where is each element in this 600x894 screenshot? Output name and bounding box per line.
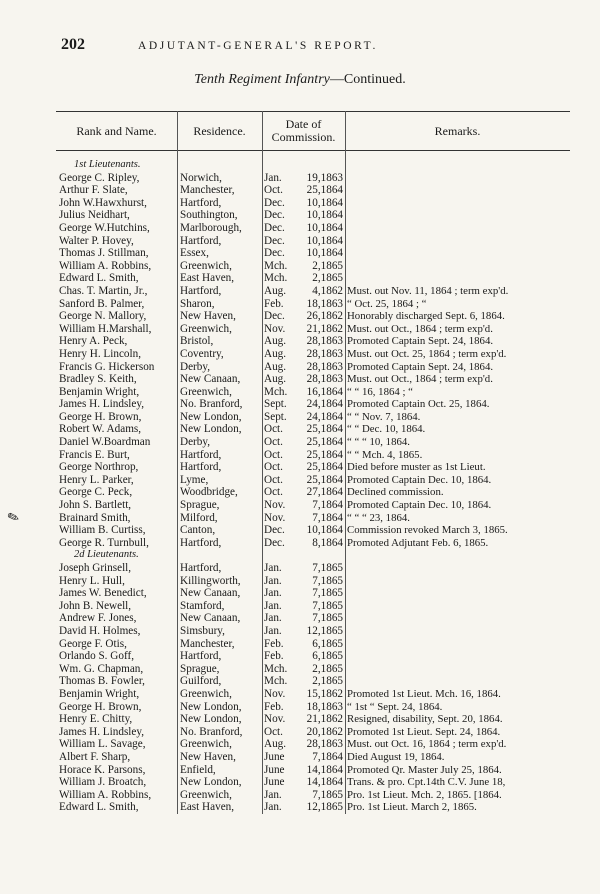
residence-cell: Coventry, [180,347,224,360]
residence-cell: New Haven, [180,310,236,323]
table-row [56,587,570,600]
commission-month: Sept. [264,398,287,411]
table-row [56,751,570,764]
table-row [56,512,570,525]
table-row [56,386,570,399]
table-row [56,726,570,739]
table-row [56,789,570,802]
residence-cell: Simsbury, [180,624,225,637]
commission-month: Mch. [264,675,288,688]
residence-cell: Hartford, [180,536,222,549]
table-row [56,272,570,285]
table-body [56,159,570,814]
commission-date: 18,1863 [306,297,343,310]
commission-date: 14,1864 [306,763,343,776]
remarks-cell: Promoted 1st Lieut. Mch. 16, 1864. [347,687,501,700]
residence-cell: Lyme, [180,473,209,486]
residence-cell: Bristol, [180,335,214,348]
commission-month: Feb. [264,637,284,650]
commission-date: 12,1865 [306,801,343,814]
commission-date: 28,1863 [306,335,343,348]
table-row [56,222,570,235]
officer-name: Thomas J. Stillman, [59,247,149,260]
officer-name: Benjamin Wright, [59,687,140,700]
commission-date: 10,1864 [306,196,343,209]
commission-month: Dec. [264,247,285,260]
table-row [56,247,570,260]
officer-name: Albert F. Sharp, [59,750,131,763]
officer-name: Sanford B. Palmer, [59,297,145,310]
residence-cell: No. Branford, [180,725,243,738]
officer-name: Horace K. Parsons, [59,763,146,776]
commission-month: Aug. [264,284,287,297]
remarks-cell: “ Oct. 25, 1864 ; “ [347,297,427,310]
commission-date: 25,1864 [306,184,343,197]
officer-name: Henry A. Peck, [59,335,128,348]
residence-cell: Derby, [180,436,211,449]
commission-month: Oct. [264,436,283,449]
remarks-cell: Resigned, disability, Sept. 20, 1864. [347,713,503,726]
commission-date: 27,1864 [306,486,343,499]
header-residence: Residence. [193,123,246,138]
officer-name: George C. Peck, [59,486,133,499]
table-row [56,575,570,588]
commission-month: Mch. [264,662,288,675]
table-row [56,801,570,814]
remarks-cell: Pro. 1st Lieut. March 2, 1865. [347,801,477,814]
header-rank-and-name: Rank and Name. [76,123,157,138]
commission-date: 16,1864 [306,385,343,398]
remarks-cell: “ 1st “ Sept. 24, 1864. [347,700,443,713]
table-row [56,625,570,638]
officer-name: William B. Curtiss, [59,524,146,537]
commission-month: Dec. [264,221,285,234]
officer-name: George H. Brown, [59,700,142,713]
commission-month: Nov. [264,713,286,726]
commission-date: 2,1865 [312,675,343,688]
commission-month: Sept. [264,410,287,423]
commission-date: 2,1865 [312,272,343,285]
table-row [56,335,570,348]
officer-name: William L. Savage, [59,738,146,751]
commission-month: Oct. [264,461,283,474]
officer-name: Chas. T. Martin, Jr., [59,284,148,297]
commission-date: 21,1862 [306,322,343,335]
remarks-cell: Pro. 1st Lieut. Mch. 2, 1865. [1864. [347,788,502,801]
officer-name: James H. Lindsley, [59,398,145,411]
commission-month: Dec. [264,524,285,537]
remarks-cell: Promoted Captain Dec. 10, 1864. [347,473,492,486]
commission-date: 7,1864 [312,499,343,512]
officer-name: Henry E. Chitty, [59,713,133,726]
commission-date: 24,1864 [306,398,343,411]
residence-cell: Hartford, [180,562,222,574]
officer-name: Walter P. Hovey, [59,234,134,247]
table-row [56,361,570,374]
residence-cell: New London, [180,776,242,789]
table-row [56,209,570,222]
residence-cell: Guilford, [180,675,222,688]
commission-date: 6,1865 [312,650,343,663]
commission-month: Jan. [264,801,282,814]
residence-cell: Hartford, [180,284,222,297]
residence-cell: Essex, [180,247,209,260]
remarks-cell: Promoted Captain Sept. 24, 1864. [347,360,494,373]
residence-cell: New London, [180,713,242,726]
commission-date: 7,1864 [312,750,343,763]
commission-date: 28,1863 [306,373,343,386]
table-row [56,638,570,651]
commission-date: 6,1865 [312,637,343,650]
residence-cell: East Haven, [180,272,235,285]
commission-month: Aug. [264,335,287,348]
officer-name: George R. Turnbull, [59,536,149,549]
table-row [56,537,570,550]
commission-date: 10,1864 [306,209,343,222]
commission-month: Mch. [264,385,288,398]
table-row [56,524,570,537]
remarks-cell: Must. out Oct. 25, 1864 ; term exp'd. [347,347,507,360]
commission-date: 7,1865 [312,612,343,625]
commission-month: Nov. [264,511,286,524]
officer-name: Bradley S. Keith, [59,373,137,386]
commission-date: 7,1865 [312,562,343,574]
officer-name: Henry L. Hull, [59,574,125,587]
commission-month: Nov. [264,687,286,700]
table-row [56,373,570,386]
commission-month: June [264,763,285,776]
remarks-cell: Promoted 1st Lieut. Sept. 24, 1864. [347,725,501,738]
remarks-cell: Promoted Captain Dec. 10, 1864. [347,499,492,512]
residence-cell: Stamford, [180,599,225,612]
table-row [56,612,570,625]
table-row [56,764,570,777]
commission-month: Jan. [264,562,282,574]
officer-name: David H. Holmes, [59,624,141,637]
officer-name: James H. Lindsley, [59,725,145,738]
table-row [56,701,570,714]
officer-name: William A. Robbins, [59,788,152,801]
commission-month: Oct. [264,486,283,499]
margin-pencil-mark: ✎ [5,509,22,528]
officer-name: Julius Neidhart, [59,209,130,222]
residence-cell: Hartford, [180,448,222,461]
residence-cell: Killingworth, [180,574,241,587]
commission-date: 21,1862 [306,713,343,726]
commission-month: Aug. [264,738,287,751]
officer-name: John B. Newell, [59,599,132,612]
officer-name: Edward L. Smith, [59,272,139,285]
residence-cell: Norwich, [180,171,222,184]
officer-name: Francis E. Burt, [59,448,130,461]
officer-name: James W. Benedict, [59,587,147,600]
remarks-cell: Promoted Captain Sept. 24, 1864. [347,335,494,348]
remarks-cell: “ “ Dec. 10, 1864. [347,423,426,436]
section-heading: 2d Lieutenants. [74,549,139,561]
commission-month: Aug. [264,360,287,373]
officer-name: Thomas B. Fowler, [59,675,145,688]
residence-cell: Hartford, [180,196,222,209]
commission-date: 8,1864 [312,536,343,549]
remarks-cell: Died before muster as 1st Lieut. [347,461,486,474]
officer-name: William A. Robbins, [59,259,152,272]
commission-date: 7,1864 [312,511,343,524]
commission-date: 7,1865 [312,587,343,600]
commission-date: 25,1864 [306,423,343,436]
residence-cell: East Haven, [180,801,235,814]
commission-date: 2,1865 [312,259,343,272]
officer-name: William H.Marshall, [59,322,152,335]
residence-cell: Southington, [180,209,238,222]
table-row [56,398,570,411]
commission-date: 26,1862 [306,310,343,323]
commission-date: 14,1864 [306,776,343,789]
remarks-cell: “ “ “ 10, 1864. [347,436,410,449]
table-row [56,172,570,185]
residence-cell: New London, [180,410,242,423]
officer-name: Edward L. Smith, [59,801,139,814]
officer-name: George F. Otis, [59,637,127,650]
commission-month: Jan. [264,624,282,637]
officer-name: George W.Hutchins, [59,221,150,234]
page-number: 202 [61,36,85,53]
remarks-cell: Must. out Nov. 11, 1864 ; term exp'd. [347,284,509,297]
table-row [56,323,570,336]
officer-name: Henry L. Parker, [59,473,134,486]
commission-date: 25,1864 [306,436,343,449]
remarks-cell: Must. out Oct. 16, 1864 ; term exp'd. [347,738,507,751]
section-heading: 1st Lieutenants. [74,159,141,170]
residence-cell: Enfield, [180,763,216,776]
commission-date: 12,1865 [306,624,343,637]
residence-cell: New Canaan, [180,373,241,386]
officer-name: John S. Bartlett, [59,499,132,512]
table-row [56,713,570,726]
commission-month: Oct. [264,423,283,436]
table-row [56,423,570,436]
officer-name: Henry H. Lincoln, [59,347,142,360]
commission-month: Mch. [264,259,288,272]
officer-name: Orlando S. Goff, [59,650,134,663]
commission-month: Aug. [264,373,287,386]
commission-month: Dec. [264,196,285,209]
residence-cell: Milford, [180,511,218,524]
table-row [56,310,570,323]
officer-name: Andrew F. Jones, [59,612,137,625]
commission-month: Oct. [264,448,283,461]
residence-cell: Woodbridge, [180,486,238,499]
residence-cell: Hartford, [180,461,222,474]
commission-date: 24,1864 [306,410,343,423]
commission-date: 25,1864 [306,473,343,486]
residence-cell: Derby, [180,360,211,373]
table-row [56,650,570,663]
table-row [56,235,570,248]
remarks-cell: Declined commission. [347,486,444,499]
remarks-cell: “ “ “ 23, 1864. [347,511,410,524]
column-rule [262,111,263,814]
commission-date: 15,1862 [306,687,343,700]
table-row [56,285,570,298]
commission-date: 25,1864 [306,461,343,474]
commission-date: 4,1862 [312,284,343,297]
commission-month: Oct. [264,184,283,197]
residence-cell: No. Branford, [180,398,243,411]
running-head: ADJUTANT-GENERAL'S REPORT. [138,40,378,52]
residence-cell: New London, [180,700,242,713]
officer-name: Joseph Grinsell, [59,562,132,574]
officer-name: George N. Mallory, [59,310,147,323]
commission-month: Dec. [264,310,285,323]
commission-month: June [264,776,285,789]
table-row [56,184,570,197]
residence-cell: Sharon, [180,297,215,310]
commission-month: Oct. [264,725,283,738]
commission-month: Jan. [264,788,282,801]
officer-name: Arthur F. Slate, [59,184,128,197]
residence-cell: Hartford, [180,234,222,247]
commission-date: 7,1865 [312,599,343,612]
officer-name: Robert W. Adams, [59,423,142,436]
commission-date: 25,1864 [306,448,343,461]
remarks-cell: Promoted Adjutant Feb. 6, 1865. [347,536,489,549]
commission-month: Mch. [264,272,288,285]
table-row [56,776,570,789]
commission-date: 10,1864 [306,524,343,537]
commission-month: Dec. [264,209,285,222]
commission-month: Feb. [264,297,284,310]
commission-date: 18,1863 [306,700,343,713]
table-row [56,600,570,613]
commission-date: 28,1863 [306,738,343,751]
commission-month: Jan. [264,171,282,184]
commission-month: Nov. [264,499,286,512]
commission-date: 10,1864 [306,221,343,234]
table-row [56,499,570,512]
officer-name: George C. Ripley, [59,171,140,184]
remarks-cell: “ “ Mch. 4, 1865. [347,448,423,461]
column-rule [177,111,178,814]
commission-month: Aug. [264,347,287,360]
remarks-cell: Trans. & pro. Cpt.14th C.V. June 18, [347,776,506,789]
table-row [56,197,570,210]
table-row [56,436,570,449]
table-row [56,663,570,676]
residence-cell: New Haven, [180,750,236,763]
table-row [56,474,570,487]
remarks-cell: Died August 19, 1864. [347,750,445,763]
officer-name: George Northrop, [59,461,139,474]
header-remarks: Remarks. [434,123,481,138]
subtitle-continued: —Continued. [329,72,406,87]
table-row [56,298,570,311]
commission-month: Jan. [264,599,282,612]
table-row [56,486,570,499]
remarks-cell: Promoted Qr. Master July 25, 1864. [347,763,502,776]
subtitle-regiment: Tenth Regiment Infantry [194,72,330,87]
commission-date: 20,1862 [306,725,343,738]
commission-date: 28,1863 [306,360,343,373]
officer-name: George H. Brown, [59,410,142,423]
commission-date: 7,1865 [312,788,343,801]
residence-cell: Greenwich, [180,322,232,335]
header-date-of-commission: Date of Commission. [271,117,336,144]
table-row [56,348,570,361]
residence-cell: Hartford, [180,650,222,663]
officer-name: Francis G. Hickerson [59,360,155,373]
commission-date: 28,1863 [306,347,343,360]
residence-cell: Greenwich, [180,259,232,272]
remarks-cell: Must. out Oct., 1864 ; term exp'd. [347,322,493,335]
residence-cell: Manchester, [180,637,235,650]
remarks-cell: Promoted Captain Oct. 25, 1864. [347,398,490,411]
commission-month: June [264,750,285,763]
table-header [56,111,570,151]
remarks-cell: “ “ Nov. 7, 1864. [347,410,421,423]
commission-date: 10,1864 [306,247,343,260]
officer-name: Wm. G. Chapman, [59,662,144,675]
remarks-cell: Honorably discharged Sept. 6, 1864. [347,310,505,323]
residence-cell: Greenwich, [180,687,232,700]
table-row [56,461,570,474]
commission-month: Jan. [264,612,282,625]
commission-month: Jan. [264,574,282,587]
remarks-cell: Commission revoked March 3, 1865. [347,524,508,537]
residence-cell: New London, [180,423,242,436]
table-row [56,449,570,462]
commission-date: 10,1864 [306,234,343,247]
residence-cell: Sprague, [180,662,220,675]
officer-name: Daniel W.Boardman [59,436,151,449]
officer-name: William J. Broatch, [59,776,147,789]
officer-name: Benjamin Wright, [59,385,140,398]
table-row [56,562,570,575]
residence-cell: Greenwich, [180,385,232,398]
commission-month: Feb. [264,650,284,663]
commission-date: 19,1863 [306,171,343,184]
residence-cell: Marlborough, [180,221,242,234]
commission-month: Oct. [264,473,283,486]
commission-date: 2,1865 [312,662,343,675]
commission-month: Jan. [264,587,282,600]
remarks-cell: “ “ 16, 1864 ; “ [347,385,413,398]
table-row [56,738,570,751]
roster-table [56,111,570,814]
table-row [56,688,570,701]
residence-cell: Sprague, [180,499,220,512]
table-subtitle [0,72,600,88]
residence-cell: Greenwich, [180,788,232,801]
officer-name: Brainard Smith, [59,511,131,524]
table-row [56,675,570,688]
commission-date: 7,1865 [312,574,343,587]
remarks-cell: Must. out Oct., 1864 ; term exp'd. [347,373,493,386]
residence-cell: New Canaan, [180,587,241,600]
commission-month: Nov. [264,322,286,335]
commission-month: Dec. [264,234,285,247]
residence-cell: Canton, [180,524,216,537]
commission-month: Dec. [264,536,285,549]
table-row [56,411,570,424]
residence-cell: Greenwich, [180,738,232,751]
column-rule [345,111,346,814]
residence-cell: New Canaan, [180,612,241,625]
residence-cell: Manchester, [180,184,235,197]
commission-month: Feb. [264,700,284,713]
officer-name: John W.Hawxhurst, [59,196,147,209]
table-row [56,260,570,273]
